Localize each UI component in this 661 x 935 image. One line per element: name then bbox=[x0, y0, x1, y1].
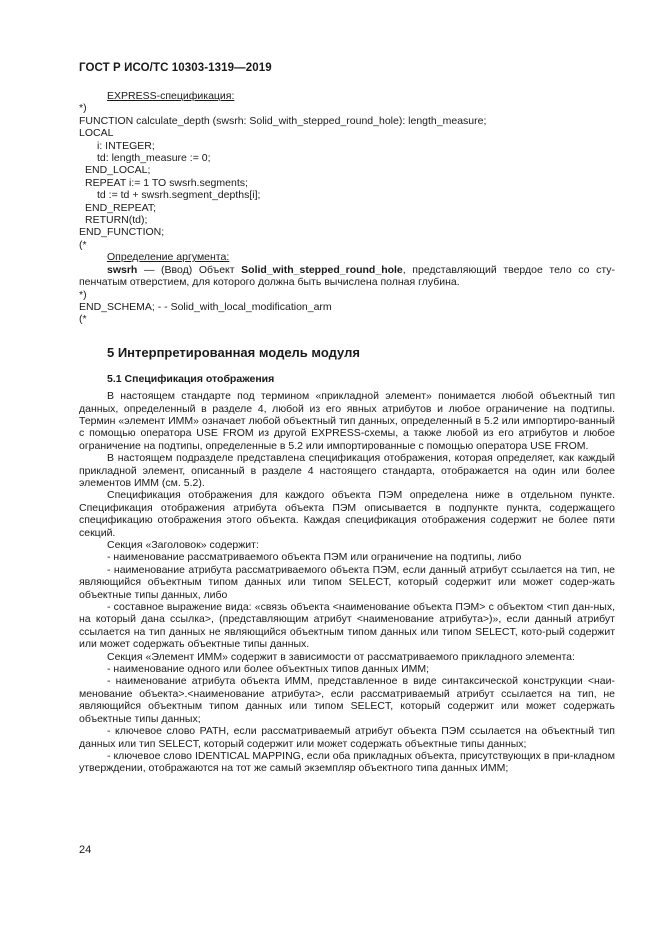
code-line: td: length_measure := 0; bbox=[97, 152, 211, 165]
list-item: - наименование атрибута объекта ИММ, представленное в виде синтаксической конструкции <наи-менование объекта>.<наименование атрибута>, если рассматриваемый атрибут ссылается на тип, не являющийся объектным типом данных или типом SELECT, который содержит или может содержать объектные типы данных; bbox=[79, 675, 615, 725]
end-schema-line: END_SCHEMA; - - Solid_with_local_modification_arm bbox=[79, 300, 332, 313]
paragraph: Секция «Элемент ИММ» содержит в зависимости от рассматриваемого прикладного элемента: bbox=[107, 650, 575, 663]
code-line: *) bbox=[79, 288, 87, 301]
page-number: 24 bbox=[79, 844, 92, 856]
code-line: (* bbox=[79, 313, 87, 326]
code-line: (* bbox=[79, 238, 87, 251]
code-line: REPEAT i:= 1 TO swsrh.segments; bbox=[85, 176, 248, 189]
code-line: i: INTEGER; bbox=[97, 139, 155, 152]
page-content bbox=[79, 90, 615, 775]
code-line: RETURN(td); bbox=[85, 214, 148, 227]
code-line: *) bbox=[79, 102, 87, 115]
code-line: END_REPEAT; bbox=[85, 201, 156, 214]
list-item: - ключевое слово PATH, если рассматриваемый атрибут объекта ПЭМ ссылается на объектный тип данных или тип SELECT, который содержит или может содержать объектные типы данных; bbox=[79, 725, 615, 750]
list-item: - наименование одного или более объектных типов данных ИММ; bbox=[107, 663, 430, 676]
paragraph: В настоящем подразделе представлена спецификация отображения, которая определяет, как каждый прикладной элемент, описанный в разделе 4 настоящего стандарта, отображается на один или более элементов ИММ (см. 5.2). bbox=[79, 452, 615, 489]
list-item: - наименование атрибута рассматриваемого объекта ПЭМ, если данный атрибут ссылается на тип, не являющийся объектным типом данных или типом SELECT, который содержит или может содер-жать объектные типы данных, либо bbox=[79, 563, 615, 601]
code-line: END_LOCAL; bbox=[85, 164, 151, 177]
argument-heading: Определение аргумента: bbox=[107, 251, 230, 264]
page-header: ГОСТ Р ИСО/ТС 10303-1319—2019 bbox=[79, 62, 272, 74]
code-line: td := td + swsrh.segment_depths[i]; bbox=[97, 189, 261, 202]
section-title: 5 Интерпретированная модель модуля bbox=[107, 344, 360, 360]
paragraph: В настоящем стандарте под термином «прикладной элемент» понимается любой объектный тип данных, определенный в разделе 4, любой из его явных атрибутов и любое ограничение на подтипы. Термин «элемент ИММ» означает любой объектный тип данных, определенный в 5.2 или импортиро-ванный с помощью оператора USE FROM из другой EXPRESS-схемы, а также любой из его атрибутов и любое ограничение на подтипы, определенные в 5.2 или импортированные с помощью оператора USE FROM. bbox=[79, 390, 615, 452]
code-line: FUNCTION calculate_depth (swsrh: Solid_with_stepped_round_hole): length_measure; bbox=[79, 114, 487, 127]
list-item: - составное выражение вида: «связь объекта <наименование объекта ПЭМ> с объектом <тип дан-ных, на который дана ссылка>, (представляющим атрибут <наименование атрибута>)», если данный атрибут ссылается на тип данных не являющийся объектным типом данных или типом SELECT, кото-рый содержит или может содержать объектные типы данных. bbox=[79, 601, 615, 651]
argument-entity: Solid_with_stepped_round_hole bbox=[241, 263, 403, 276]
code-line: END_FUNCTION; bbox=[79, 226, 165, 239]
argument-definition: swsrh — (Ввод) Объект Solid_with_stepped_round_hole, представляющий твердое тело со сту-пенчатым отверстием, для которого должна быть вычислена полная глубина. bbox=[79, 263, 615, 289]
paragraph: Спецификация отображения для каждого объекта ПЭМ определена ниже в отдельном пункте. Спецификация отображения атрибута объекта ПЭМ описывается в подпункте пункта, содержащего спецификацию отображения этого объекта. Каждая спецификация отображения содержит не более пяти секций. bbox=[79, 489, 615, 539]
express-heading: EXPRESS-спецификация: bbox=[107, 90, 235, 102]
code-line: LOCAL bbox=[79, 127, 114, 140]
list-item: - ключевое слово IDENTICAL MAPPING, если оба прикладных объекта, присутствующих в при-кладном утверждении, отображаются на тот же самый экземпляр объектного типа данных ИММ; bbox=[79, 749, 615, 775]
paragraph: Секция «Заголовок» содержит: bbox=[107, 539, 259, 551]
subsection-title: 5.1 Спецификация отображения bbox=[107, 372, 275, 385]
argument-term: swsrh bbox=[107, 263, 138, 276]
list-item: - наименование рассматриваемого объекта ПЭМ или ограничение на подтипы, либо bbox=[107, 551, 522, 564]
